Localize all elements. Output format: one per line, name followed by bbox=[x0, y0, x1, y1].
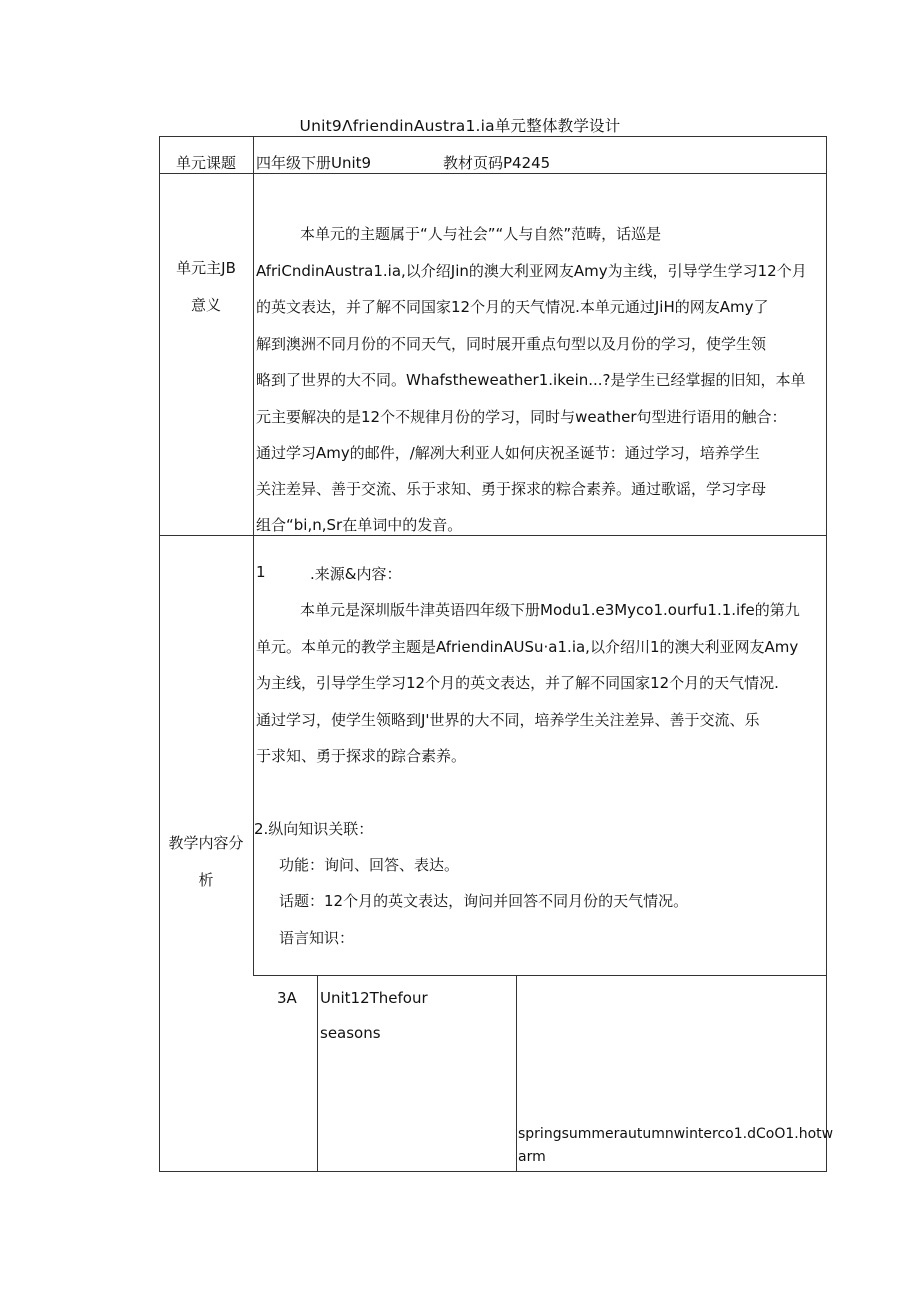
section-1-number: 1 bbox=[256, 563, 266, 581]
source-line-5: 于求知、勇于探求的踪合素养。 bbox=[256, 747, 467, 765]
content-analysis-label-line2: 析 bbox=[198, 871, 214, 889]
theme-line-6: 元主要解决的是12个不规律月份的学习，同时与weather句型进行语用的触合： bbox=[256, 408, 787, 426]
inner-unit-line1: Unit12Thefour bbox=[320, 989, 428, 1007]
inner-table-top bbox=[253, 975, 827, 976]
unit-topic-label: 单元课题 bbox=[175, 154, 236, 172]
theme-line-3: 的英文表达，并了解不同国家12个月的天气情况.本单元通过JiH的网友Amy了 bbox=[256, 298, 769, 316]
inner-words-line1: springsummerautumnwinterco1.dCoO1.hotw bbox=[518, 1126, 834, 1142]
source-line-3: 为主线，引导学生学习12个月的英文表达，并了解不同国家12个月的天气情况. bbox=[256, 674, 779, 692]
inner-words-line2: arm bbox=[518, 1149, 546, 1165]
theme-line-7: 通过学习Amy的邮件，/解冽大利亚人如何庆祝圣诞节：通过学习，培养学生 bbox=[256, 444, 760, 462]
theme-line-4: 解到澳洲不同月份的不同天气，同时展开重点句型以及月份的学习，使学生领 bbox=[256, 335, 767, 353]
theme-line-8: 关注差异、善于交流、乐于求知、勇于探求的粽合素养。通过歌谣，学习字母 bbox=[256, 480, 767, 498]
unit-theme-label-line2: 意义 bbox=[190, 296, 221, 314]
grade-unit: 四年级下册Unit9 bbox=[256, 154, 372, 172]
theme-line-5: 略到了世界的大不同。Whafstheweather1.ikein...?是学生已经掌握的旧知，本单 bbox=[256, 371, 806, 389]
document-title: Unit9ΛfriendinAustra1.ia单元整体教学设计 bbox=[299, 117, 621, 135]
function-line: 功能：询问、回答、表达。 bbox=[279, 856, 460, 874]
source-line-1: 本单元是深圳版牛津英语四年级下册Modu1.e3Myco1.ourfu1.1.ife的第九 bbox=[300, 601, 800, 619]
section-2-heading: 2.纵向知识关联： bbox=[254, 820, 374, 838]
inner-table-divider-1 bbox=[317, 975, 318, 1172]
inner-unit-line2: seasons bbox=[320, 1024, 381, 1042]
section-1-heading: .来源&内容： bbox=[310, 565, 402, 583]
theme-line-1: 本单元的主题属于“人与社会”“人与自然”范畴，话巡是 bbox=[300, 225, 662, 243]
theme-line-2: AfriCndinAustra1.ia,以介绍Jin的澳大利亚网友Amy为主线，引导学生学习12个月 bbox=[256, 262, 807, 280]
row-divider-2 bbox=[159, 535, 827, 536]
source-line-2: 单元。本单元的教学主题是AfriendinAUSu·a1.ia,以介绍川1的澳大利亚网友Amy bbox=[256, 638, 799, 656]
topic-line: 话题：12个月的英文表达，询问并回答不同月份的天气情况。 bbox=[279, 892, 689, 910]
source-line-4: 通过学习，使学生领略到J'世界的大不同，培养学生关注差异、善于交流、乐 bbox=[256, 711, 760, 729]
inner-table-divider-2 bbox=[516, 975, 517, 1172]
label-column-divider bbox=[253, 136, 254, 976]
row-divider-1 bbox=[159, 173, 827, 174]
language-knowledge-line: 语言知识： bbox=[279, 929, 355, 947]
unit-theme-label-line1: 单元主JB bbox=[176, 259, 236, 277]
content-analysis-label-line1: 教学内容分 bbox=[168, 834, 244, 852]
inner-grade: 3A bbox=[277, 989, 297, 1007]
theme-line-9: 组合“bi,n,Sr在单词中的发音。 bbox=[256, 516, 463, 534]
textbook-pages: 教材页码P4245 bbox=[443, 154, 551, 172]
